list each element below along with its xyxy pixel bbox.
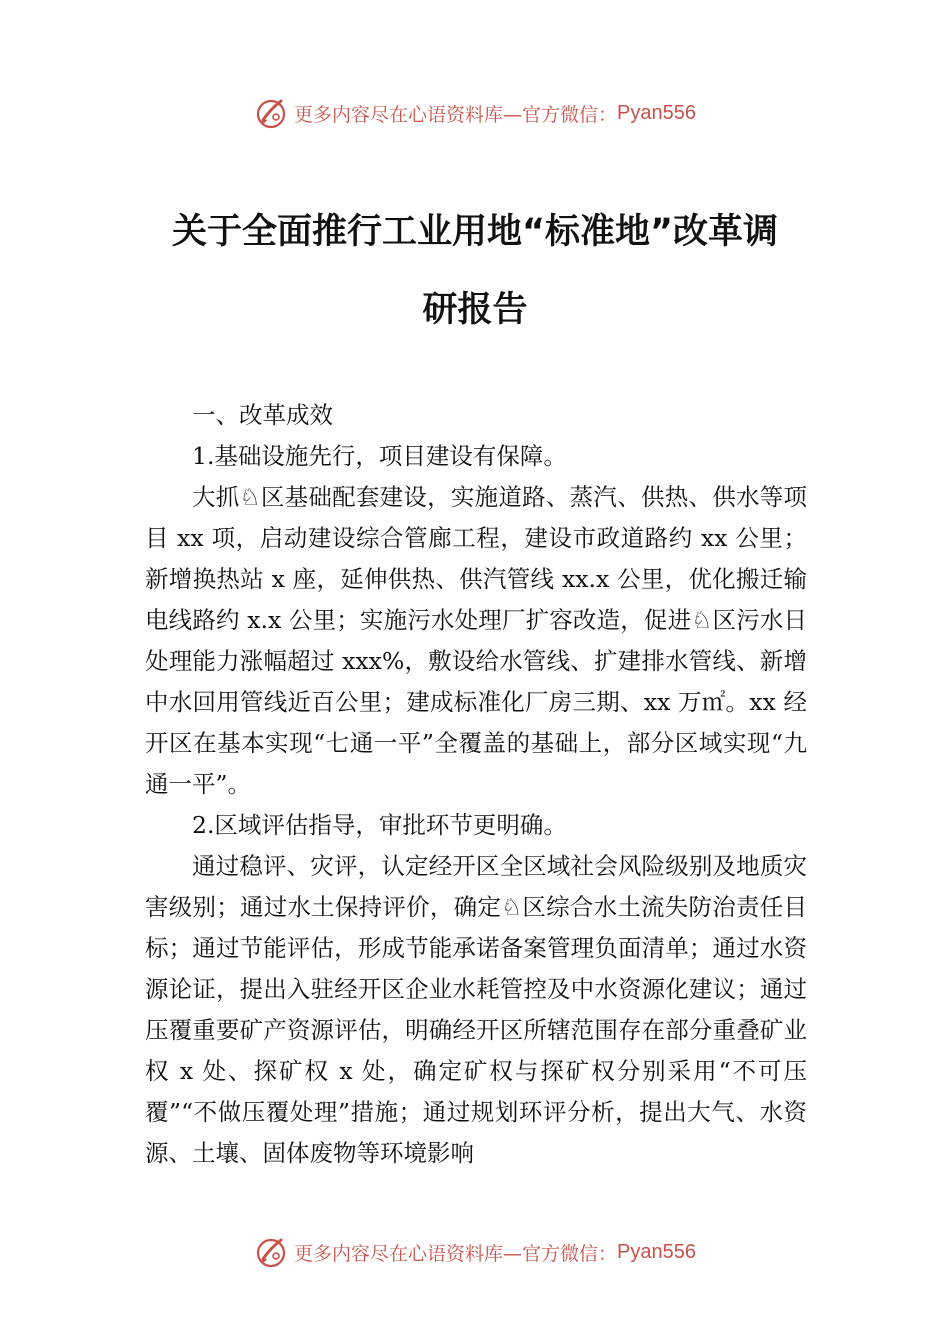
document-body (145, 395, 807, 1174)
title-line-2: 研报告 (422, 290, 528, 330)
brush-logo-icon (254, 96, 288, 130)
document-title (120, 193, 830, 349)
watermark-text: 更多内容尽在心语资料库 (294, 1242, 504, 1265)
section-heading: 一、改革成效 (192, 401, 333, 429)
paragraph-2: 通过稳评、灾评，认定经开区全区域社会风险级别及地质灾害级别；通过水土保持评价，确定♘区综合水土流失防治责任目标；通过节能评估，形成节能承诺备案管理负面清单；通过水资源论证，提出入驻经开区企业水耗管控及中水资源化建议；通过压覆重要矿产资源评估，明确经开区所辖范围存在部分重叠矿业权 x 处、探矿权 x 处，确定矿权与探矿权分别采用“不可压覆”“不做压覆处理”措施；通过规划环评分析，提出大气、水资源、土壤、固体废物等环境影响 (145, 852, 807, 1167)
watermark-header (0, 93, 950, 133)
watermark-separator: —官方微信： (503, 103, 618, 126)
subsection-heading-1: 1.基础设施先行，项目建设有保障。 (192, 442, 567, 470)
watermark-footer (0, 1232, 950, 1272)
subsection-heading-2: 2.区域评估指导，审批环节更明确。 (192, 811, 567, 839)
title-line-1: 关于全面推行工业用地“标准地”改革调 (171, 212, 778, 252)
watermark-separator: —官方微信： (503, 1242, 618, 1265)
watermark-wechat-id: Pyan556 (617, 101, 696, 124)
watermark-wechat-id: Pyan556 (617, 1240, 696, 1263)
watermark-text: 更多内容尽在心语资料库 (294, 103, 504, 126)
brush-logo-icon (254, 1235, 288, 1269)
paragraph-1: 大抓♘区基础配套建设，实施道路、蒸汽、供热、供水等项目 xx 项，启动建设综合管廊工程，建设市政道路约 xx 公里；新增换热站 x 座，延伸供热、供汽管线 xx.x 公里，优化搬迁输电线路约 x.x 公里；实施污水处理厂扩容改造，促进♘区污水日处理能力涨幅超过 xxx%，敷设给水管线、扩建排水管线、新增中水回用管线近百公里；建成标准化厂房三期、xx 万㎡。xx 经开区在基本实现“七通一平”全覆盖的基础上，部分区域实现“九通一平”。 (145, 483, 807, 798)
